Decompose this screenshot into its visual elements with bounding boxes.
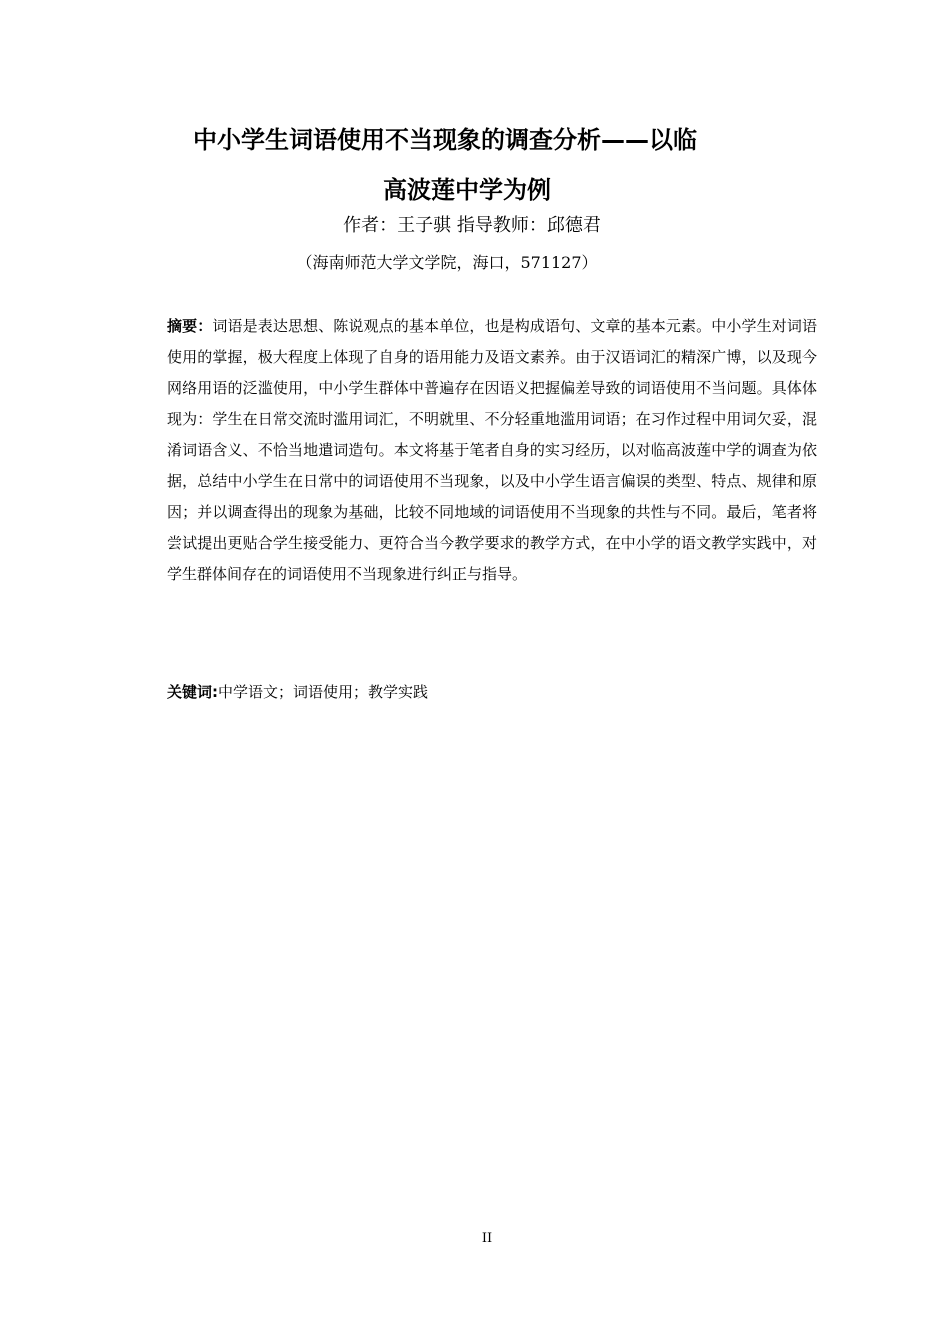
- title-line-2: 高波莲中学为例: [383, 176, 551, 204]
- abstract-text: 词语是表达思想、陈说观点的基本单位，也是构成语句、文章的基本元素。中小学生对词语使用的掌握，极大程度上体现了自身的语用能力及语文素养。由于汉语词汇的精深广博，以及现今网络用语的泛滥使用，中小学生群体中普遍存在因语义把握偏差导致的词语使用不当问题。具体体现为：学生在日常交流时滥用词汇，不明就里、不分轻重地滥用词语；在习作过程中用词欠妥，混淆词语含义、不恰当地遣词造句。本文将基于笔者自身的实习经历，以对临高波莲中学的调查为依据，总结中小学生在日常中的词语使用不当现象，以及中小学生语言偏误的类型、特点、规律和原因；并以调查得出的现象为基础，比较不同地域的词语使用不当现象的共性与不同。最后，笔者将尝试提出更贴合学生接受能力、更符合当今教学要求的教学方式，在中小学的语文教学实践中，对学生群体间存在的词语使用不当现象进行纠正与指导。: [167, 317, 817, 583]
- abstract-label: 摘要：: [167, 317, 213, 335]
- title-line-1: 中小学生词语使用不当现象的调查分析——以临: [193, 126, 697, 154]
- keywords-text: 中学语文；词语使用；教学实践: [218, 683, 429, 701]
- keywords-paragraph: [167, 677, 817, 708]
- affiliation-line: （海南师范大学文学院，海口，571127）: [296, 253, 598, 272]
- page-number: II: [481, 1231, 493, 1246]
- author-line: 作者：王子骐 指导教师：邱德君: [343, 215, 601, 236]
- keywords-label: 关键词:: [167, 683, 218, 701]
- abstract-paragraph: [167, 311, 817, 590]
